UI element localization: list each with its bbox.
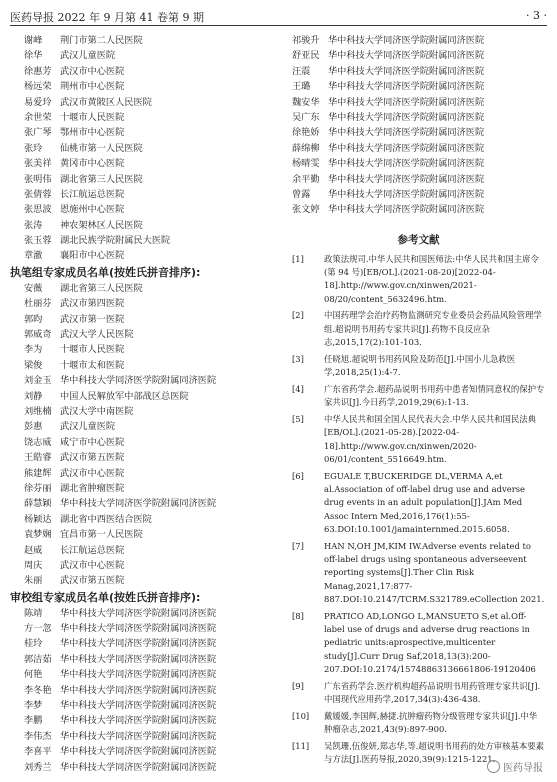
expert-list-1 bbox=[24, 33, 284, 264]
expert-name: 章澈 bbox=[24, 250, 43, 262]
reference-item bbox=[292, 470, 545, 536]
list-item bbox=[24, 760, 284, 775]
list-item bbox=[24, 606, 284, 621]
expert-institution: 恩施州中心医院 bbox=[60, 204, 125, 216]
list-item bbox=[24, 79, 284, 94]
journal-issue: 医药导报 2022 年 9 月第 41 卷第 9 期 bbox=[10, 11, 204, 24]
reference-text: 中华人民共和国全国人民代表大会.中华人民共和国民法典[EB/OL].(2021-05-28).[2022-04-18].http://www.gov.cn/xinwen/2020-06/01/content_5516649.htm. bbox=[324, 413, 537, 464]
expert-institution: 华中科技大学同济医学院附属同济医院 bbox=[328, 65, 485, 77]
list-item bbox=[24, 48, 284, 63]
list-item bbox=[24, 496, 284, 511]
expert-institution: 武汉大学中南医院 bbox=[60, 405, 134, 417]
reference-text: 广东省药学会.超药品说明书用药中患者知情同意权的保护专家共识[J].今日药学,2019,29(6):1-13. bbox=[324, 383, 545, 408]
expert-name: 薛慧颖 bbox=[24, 498, 52, 510]
list-item bbox=[24, 466, 284, 481]
expert-name: 汪震 bbox=[292, 65, 311, 77]
expert-institution: 武汉市黄陂区人民医院 bbox=[60, 96, 152, 108]
expert-name: 张思波 bbox=[24, 204, 52, 216]
expert-institution: 华中科技大学同济医学院附属同济医院 bbox=[60, 715, 217, 727]
list-item bbox=[24, 698, 284, 713]
reference-item bbox=[292, 413, 545, 466]
right-column bbox=[292, 33, 545, 770]
list-item bbox=[292, 172, 545, 187]
expert-name: 何艳 bbox=[24, 669, 43, 681]
list-item bbox=[24, 373, 284, 388]
expert-name: 李梦 bbox=[24, 700, 43, 712]
expert-name: 吴广东 bbox=[292, 111, 320, 123]
list-item bbox=[24, 187, 284, 202]
reference-number: [1] bbox=[292, 253, 304, 264]
expert-name: 余平勤 bbox=[292, 173, 320, 185]
reference-item bbox=[292, 309, 545, 349]
expert-name: 刘维楠 bbox=[24, 405, 52, 417]
expert-list-review-group-cont bbox=[292, 33, 545, 218]
list-item bbox=[24, 342, 284, 357]
reference-item bbox=[292, 540, 545, 606]
list-item bbox=[24, 296, 284, 311]
list-item bbox=[292, 33, 545, 48]
expert-name: 郭威奇 bbox=[24, 329, 52, 341]
expert-institution: 华中科技大学同济医学院附属同济医院 bbox=[60, 669, 217, 681]
expert-institution: 华中科技大学同济医学院附属同济医院 bbox=[60, 607, 217, 619]
expert-institution: 华中科技大学同济医学院附属同济医院 bbox=[328, 35, 485, 46]
expert-institution: 襄阳市中心医院 bbox=[60, 250, 125, 262]
expert-institution: 武汉市中心医院 bbox=[60, 65, 125, 77]
list-item bbox=[24, 450, 284, 465]
expert-name: 张涛 bbox=[24, 219, 43, 231]
list-item bbox=[24, 419, 284, 434]
reference-number: [10] bbox=[292, 710, 310, 721]
reference-item bbox=[292, 710, 545, 737]
expert-institution: 湖北省第三人民医院 bbox=[60, 282, 143, 294]
wechat-logo-icon bbox=[487, 760, 500, 773]
watermark: 医药导报 bbox=[487, 759, 543, 774]
expert-institution: 湖北省中西医结合医院 bbox=[60, 513, 152, 525]
list-item bbox=[24, 281, 284, 296]
expert-institution: 华中科技大学同济医学院附属同济医院 bbox=[328, 127, 485, 139]
list-item bbox=[24, 512, 284, 527]
reference-number: [7] bbox=[292, 540, 304, 551]
expert-institution: 湖北省第三人民医院 bbox=[60, 173, 143, 185]
list-item bbox=[24, 389, 284, 404]
expert-name: 徐华 bbox=[24, 50, 43, 62]
expert-name: 周庆 bbox=[24, 559, 43, 571]
expert-institution: 仙桃市第一人民医院 bbox=[60, 142, 143, 154]
expert-name: 杨颖达 bbox=[24, 513, 52, 525]
expert-name: 徐艳娇 bbox=[292, 127, 320, 139]
reference-item bbox=[292, 680, 545, 707]
reference-item bbox=[292, 253, 545, 306]
expert-institution: 武汉市中心医院 bbox=[60, 467, 125, 479]
expert-name: 谢峰 bbox=[24, 35, 43, 46]
reference-text: 任晓旭.超说明书用药风险及防范[J].中国小儿急救医学,2018,25(1):4-7. bbox=[324, 353, 516, 378]
expert-institution: 武汉大学人民医院 bbox=[60, 329, 134, 341]
expert-institution: 十堰市人民医院 bbox=[60, 344, 125, 356]
expert-institution: 华中科技大学同济医学院附属同济医院 bbox=[60, 761, 217, 773]
list-item bbox=[24, 729, 284, 744]
expert-name: 安薇 bbox=[24, 282, 43, 294]
expert-name: 杨晴雯 bbox=[292, 158, 320, 170]
expert-institution: 湖北民族学院附属民大医院 bbox=[60, 235, 171, 247]
list-item bbox=[24, 125, 284, 140]
list-item bbox=[24, 156, 284, 171]
reference-text: 戴媛媛,李国辉,赫捷.抗肿瘤药物分级管理专家共识[J].中华肿瘤杂志,2021,43(9):897-900. bbox=[324, 710, 538, 734]
expert-list-writing-group bbox=[24, 281, 284, 589]
expert-institution: 华中科技大学同济医学院附属同济医院 bbox=[60, 653, 217, 665]
expert-institution: 黄冈市中心医院 bbox=[60, 158, 125, 170]
expert-name: 熊建辉 bbox=[24, 467, 52, 479]
expert-name: 桂玲 bbox=[24, 638, 43, 650]
reference-item bbox=[292, 610, 545, 676]
expert-institution: 华中科技大学同济医学院附属同济医院 bbox=[328, 173, 485, 185]
expert-institution: 咸宁市中心医院 bbox=[60, 436, 125, 448]
list-item bbox=[24, 527, 284, 542]
expert-institution: 华中科技大学同济医学院附属同济医院 bbox=[60, 730, 217, 742]
list-item bbox=[24, 683, 284, 698]
expert-institution: 荆门市第二人民医院 bbox=[60, 35, 143, 46]
list-item bbox=[24, 404, 284, 419]
expert-name: 刘秀兰 bbox=[24, 761, 52, 773]
list-item bbox=[24, 110, 284, 125]
reference-number: [2] bbox=[292, 310, 304, 321]
list-item bbox=[24, 621, 284, 636]
expert-institution: 十堰市太和医院 bbox=[60, 359, 125, 371]
section-title-review-group: 审校组专家成员名单(按姓氏拼音排序): bbox=[10, 590, 201, 604]
expert-name: 舒亚民 bbox=[292, 50, 320, 62]
expert-name: 王皓睿 bbox=[24, 452, 52, 464]
list-item bbox=[24, 573, 284, 588]
references-title: 参考文献 bbox=[397, 233, 440, 246]
list-item bbox=[24, 172, 284, 187]
reference-number: [6] bbox=[292, 470, 304, 481]
list-item bbox=[24, 543, 284, 558]
expert-name: 余世荣 bbox=[24, 111, 52, 123]
expert-institution: 武汉儿童医院 bbox=[60, 421, 116, 433]
expert-name: 郭洁茹 bbox=[24, 653, 52, 665]
expert-name: 杜丽芬 bbox=[24, 298, 52, 310]
expert-name: 易爱玲 bbox=[24, 96, 52, 108]
expert-name: 张倩蓉 bbox=[24, 188, 52, 200]
list-item bbox=[292, 110, 545, 125]
reference-item bbox=[292, 383, 545, 410]
expert-institution: 湖北省肿瘤医院 bbox=[60, 482, 125, 494]
expert-institution: 华中科技大学同济医学院附属同济医院 bbox=[60, 700, 217, 712]
expert-institution: 华中科技大学同济医学院附属同济医院 bbox=[328, 142, 485, 154]
reference-text: PRATICO AD,LONGO L,MANSUETO S,et al.Off-label use of drugs and adverse drug reactions in pediatric units:aprospective,multicenter study[J].Curr Drug Saf,2018,13(3):200-207.DOI:10.2174/15748863136661806-19120406 bbox=[324, 610, 536, 674]
expert-institution: 荆州市中心医院 bbox=[60, 81, 125, 93]
reference-number: [4] bbox=[292, 383, 304, 394]
expert-institution: 宜昌市第一人民医院 bbox=[60, 529, 143, 541]
reference-number: [11] bbox=[292, 740, 310, 751]
reference-number: [9] bbox=[292, 680, 304, 691]
expert-institution: 长江航运总医院 bbox=[60, 188, 125, 200]
reference-number: [8] bbox=[292, 610, 304, 621]
list-item bbox=[24, 652, 284, 667]
list-item bbox=[24, 713, 284, 728]
list-item bbox=[24, 744, 284, 759]
expert-institution: 华中科技大学同济医学院附属同济医院 bbox=[328, 50, 485, 62]
expert-name: 李伟杰 bbox=[24, 730, 52, 742]
section-title-writing-group: 执笔组专家成员名单(按姓氏拼音排序): bbox=[10, 265, 201, 279]
list-item bbox=[24, 558, 284, 573]
left-column bbox=[10, 33, 284, 775]
list-item bbox=[24, 327, 284, 342]
expert-name: 袁梦娴 bbox=[24, 529, 52, 541]
expert-name: 方一忽 bbox=[24, 623, 52, 635]
list-item bbox=[24, 636, 284, 651]
expert-name: 张美祥 bbox=[24, 158, 52, 170]
expert-name: 李喜平 bbox=[24, 746, 52, 758]
expert-institution: 中国人民解放军中部战区总医院 bbox=[60, 390, 189, 402]
expert-name: 薛绵柳 bbox=[292, 142, 320, 154]
list-item bbox=[24, 33, 284, 48]
list-item bbox=[292, 48, 545, 63]
list-item bbox=[24, 95, 284, 110]
expert-institution: 武汉市第五医院 bbox=[60, 452, 125, 464]
expert-institution: 华中科技大学同济医学院附属同济医院 bbox=[328, 81, 485, 93]
expert-name: 朱丽 bbox=[24, 575, 43, 587]
expert-institution: 神农架林区人民医院 bbox=[60, 219, 143, 231]
expert-name: 陈靖 bbox=[24, 607, 43, 619]
expert-institution: 华中科技大学同济医学院附属同济医院 bbox=[328, 188, 485, 200]
list-item bbox=[24, 435, 284, 450]
page-header bbox=[10, 8, 547, 26]
reference-text: EGUALE T,BUCKERIDGE DL,VERMA A,et al.Association of off-label drug use and adverse drug events in an adult population[J].JAm Med Assoc Intern Med,2016,176(1):55-63.DOI:10.1001/jamainternmed.2015.6058. bbox=[324, 470, 525, 534]
reference-text: HAN N,OH JM,KIM IW.Adverse events related to off-label drugs using spontaneous adverseevent reporting systems[J].Ther Clin Risk Manag,2021,17:877-887.DOI:10.2147/TCRM.S321789.eCollection 2021. bbox=[324, 540, 545, 604]
expert-name: 刘静 bbox=[24, 390, 43, 402]
expert-institution: 华中科技大学同济医学院附属同济医院 bbox=[328, 158, 485, 170]
expert-institution: 武汉市第四医院 bbox=[60, 298, 125, 310]
expert-name: 魏安华 bbox=[292, 96, 320, 108]
expert-institution: 十堰市人民医院 bbox=[60, 111, 125, 123]
list-item bbox=[24, 248, 284, 263]
list-item bbox=[292, 125, 545, 140]
reference-item bbox=[292, 353, 545, 380]
list-item bbox=[24, 358, 284, 373]
expert-name: 刘金玉 bbox=[24, 375, 52, 387]
expert-institution: 武汉市中心医院 bbox=[60, 559, 125, 571]
expert-name: 赵威 bbox=[24, 544, 43, 556]
expert-name: 祁骏升 bbox=[292, 35, 320, 46]
list-item bbox=[292, 95, 545, 110]
expert-name: 张广琴 bbox=[24, 127, 52, 139]
list-item bbox=[24, 312, 284, 327]
reference-list bbox=[292, 253, 545, 767]
page-number: · 3 · bbox=[526, 9, 547, 22]
expert-institution: 华中科技大学同济医学院附属同济医院 bbox=[60, 623, 217, 635]
expert-name: 张玉蓉 bbox=[24, 235, 52, 247]
list-item bbox=[292, 64, 545, 79]
expert-institution: 武汉市第一医院 bbox=[60, 313, 125, 325]
list-item bbox=[24, 141, 284, 156]
expert-institution: 华中科技大学同济医学院附属同济医院 bbox=[60, 638, 217, 650]
expert-institution: 鄂州市中心医院 bbox=[60, 127, 125, 139]
list-item bbox=[292, 156, 545, 171]
expert-name: 郭昀 bbox=[24, 313, 43, 325]
reference-text: 广东省药学会.医疗机构超药品说明书用药管理专家共识[J].中国现代应用药学,2017,34(3):436-438. bbox=[324, 680, 541, 704]
expert-name: 徐惠芳 bbox=[24, 65, 52, 77]
reference-number: [3] bbox=[292, 353, 304, 364]
expert-institution: 华中科技大学同济医学院附属同济医院 bbox=[328, 111, 485, 123]
expert-institution: 长江航运总医院 bbox=[60, 544, 125, 556]
expert-name: 饶志威 bbox=[24, 436, 52, 448]
expert-name: 李为 bbox=[24, 344, 43, 356]
expert-institution: 华中科技大学同济医学院附属同济医院 bbox=[60, 746, 217, 758]
reference-text: 中国药理学会治疗药物监测研究专业委员会药品风险管理学组.超说明书用药专家共识[J].药物不良反应杂志,2015,17(2):101-103. bbox=[324, 310, 542, 347]
list-item bbox=[24, 64, 284, 79]
expert-institution: 华中科技大学同济医学院附属同济医院 bbox=[60, 375, 217, 387]
expert-institution: 华中科技大学同济医学院附属同济医院 bbox=[60, 684, 217, 696]
expert-name: 曾露 bbox=[292, 188, 311, 200]
reference-text: 吴凯珊,伍俊妍,郑志华,等.超说明书用药的处方审核基本要素与方法[J].医药导报,2020,39(9):1215-1221. bbox=[324, 740, 545, 765]
list-item bbox=[24, 667, 284, 682]
reference-number: [5] bbox=[292, 413, 304, 424]
list-item bbox=[292, 187, 545, 202]
expert-institution: 武汉市第五医院 bbox=[60, 575, 125, 587]
list-item bbox=[24, 233, 284, 248]
expert-name: 彭惠 bbox=[24, 421, 43, 433]
expert-name: 徐芬丽 bbox=[24, 482, 52, 494]
list-item bbox=[292, 202, 545, 217]
expert-name: 王璐 bbox=[292, 81, 311, 93]
expert-institution: 华中科技大学同济医学院附属同济医院 bbox=[328, 96, 485, 108]
expert-name: 杨远荣 bbox=[24, 81, 52, 93]
expert-name: 梁俊 bbox=[24, 359, 43, 371]
expert-list-review-group bbox=[24, 606, 284, 775]
expert-name: 李鹏 bbox=[24, 715, 43, 727]
list-item bbox=[24, 218, 284, 233]
expert-institution: 华中科技大学同济医学院附属同济医院 bbox=[328, 204, 485, 216]
expert-name: 李冬艳 bbox=[24, 684, 52, 696]
reference-text: 政策法规司.中华人民共和国医师法:中华人民共和国主席令(第 94 号)[EB/OL].(2021-08-20)[2022-04-18].http://www.gov.cn/xinwen/2021-08/20/content_5632496.htm. bbox=[324, 253, 539, 304]
expert-name: 张玲 bbox=[24, 142, 43, 154]
expert-name: 张文婷 bbox=[292, 204, 320, 216]
list-item bbox=[292, 141, 545, 156]
expert-name: 张明伟 bbox=[24, 173, 52, 185]
list-item bbox=[24, 481, 284, 496]
expert-institution: 华中科技大学同济医学院附属同济医院 bbox=[60, 498, 217, 510]
expert-institution: 武汉儿童医院 bbox=[60, 50, 116, 62]
list-item bbox=[292, 79, 545, 94]
list-item bbox=[24, 202, 284, 217]
